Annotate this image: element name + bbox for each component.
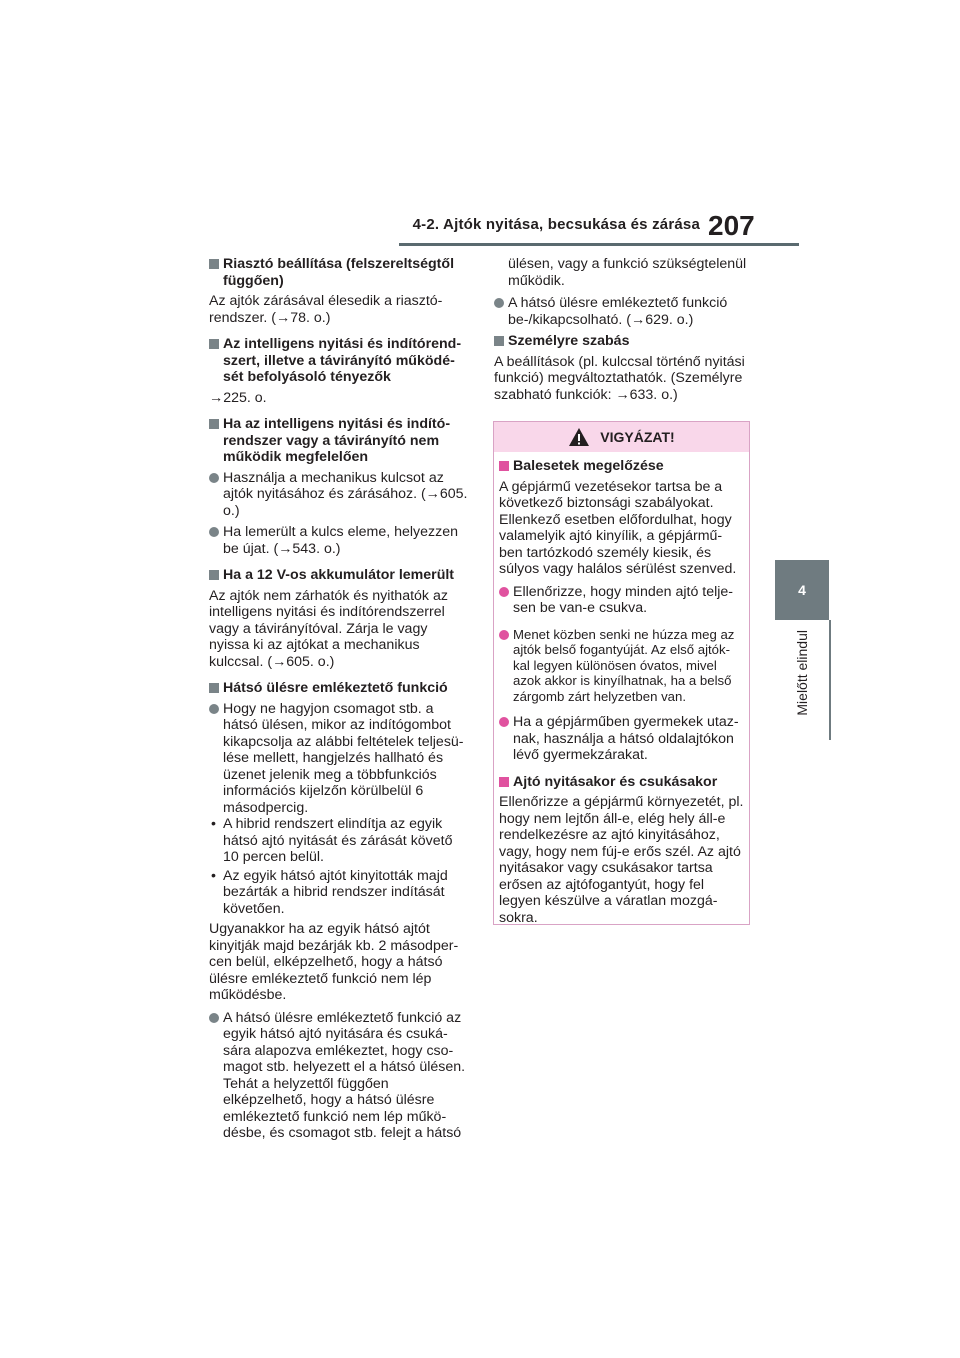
heading-not-working: Ha az intelligens nyitási és indító-rendszer vagy a távirányító nem működik megfelelően — [209, 416, 471, 466]
chapter-tab: 4 — [775, 560, 829, 620]
paragraph-door-safety: Ellenőrizze a gépjármű környezetét, pl. hogy nem lejtőn áll-e, elég hely áll-e rendelkezésre az ajtó kinyitásához, vagy, hogy nem fúj-e erős szél. Az ajtó nyitásakor vagy csukásakor tartsa erősen az ajtófogantyút, hogy fel legyen készülve a váratlan mozgá-sokra. — [499, 794, 744, 926]
square-bullet-icon — [209, 259, 219, 269]
warning-header — [494, 422, 749, 452]
round-bullet-icon — [499, 630, 509, 640]
round-bullet-icon — [209, 527, 219, 537]
page-number: 207 — [708, 210, 755, 241]
paragraph-customization: A beállítások (pl. kulccsal történő nyitási funkció) megváltoztathatók. (Személyre szabható funkciók: →633. o.) — [494, 353, 745, 403]
list-item: Ha a gépjárműben gyermekek utaz-nak, használja a hátsó oldalajtókon lévő gyermekzárakat. — [499, 714, 744, 764]
square-bullet-icon — [209, 419, 219, 429]
right-column — [494, 256, 752, 409]
side-bar — [829, 620, 831, 740]
square-bullet-icon — [499, 777, 509, 787]
heading-alarm: Riasztó beállítása (felszereltségtől függően) — [209, 256, 471, 289]
list-item: A hátsó ülésre emlékeztető funkció az egyik hátsó ajtó nyitására és csuká-sára alapozva emlékeztet, hogy cso-magot stb. helyezett el a hátsó ülésen. Tehát a helyzettől függően elképzelhető, hogy a hátsó ülésre emlékeztető funkció nem lép műkö-désbe, és csomagot stb. felejt a hátsó — [209, 1010, 471, 1142]
paragraph-battery: Az ajtók nem zárhatók és nyithatók az intelligens nyitási és indítórendszerrel vagy a távirányítóval. Zárja le vagy nyissa ki az ajtókat a mechanikus kulccsal. (→605. o.) — [209, 587, 448, 670]
chapter-label: Mielőtt elindul — [794, 630, 810, 716]
heading-door-open-close: Ajtó nyitásakor és csukásakor — [499, 774, 744, 791]
square-bullet-icon — [209, 339, 219, 349]
round-bullet-icon — [499, 717, 509, 727]
left-column — [209, 256, 471, 1147]
paragraph-factors-ref: →225. o. — [209, 389, 267, 406]
round-bullet-icon — [499, 587, 509, 597]
heading-battery: Ha a 12 V-os akkumulátor lemerült — [209, 567, 471, 584]
header-rule — [399, 243, 799, 246]
round-bullet-icon — [209, 1013, 219, 1023]
square-bullet-icon — [209, 570, 219, 580]
square-bullet-icon — [494, 336, 504, 346]
warning-triangle-icon — [568, 427, 590, 447]
round-bullet-icon — [209, 704, 219, 714]
square-bullet-icon — [499, 461, 509, 471]
section-title: 4-2. Ajtók nyitása, becsukása és zárása — [412, 216, 700, 233]
warning-title: VIGYÁZAT! — [600, 428, 675, 445]
warning-body — [494, 452, 749, 926]
list-item: Ha lemerült a kulcs eleme, helyezzen be újat. (→543. o.) — [209, 524, 471, 557]
heading-accident-prevention: Balesetek megelőzése — [499, 458, 744, 475]
paragraph-reminder-note: Ugyanakkor ha az egyik hátsó ajtót kinyitják majd bezárják kb. 2 másodper-cen belül, elképzelhető, hogy a hátsó ülésre emlékeztető funkció nem lép működésbe. — [209, 921, 459, 1003]
sub-list-item: • Az egyik hátsó ajtót kinyitották majd bezárták a hibrid rendszer indítását követően. — [211, 867, 448, 917]
warning-box — [493, 421, 750, 925]
paragraph-continued: ülésen, vagy a funkció szükségtelenül működik. — [508, 256, 747, 289]
square-bullet-icon — [209, 683, 219, 693]
list-item: Hogy ne hagyjon csomagot stb. a hátsó ülésen, mikor az indítógombot kikapcsolja az alábbi feltételek teljesü-lése mellett, hangjelzés hallható és üzenet jelenik meg a többfunkciós információs kijelzőn körülbelül 6 másodpercig. — [209, 701, 471, 817]
list-item: Menet közben senki ne húzza meg az ajtók belső fogantyúját. Az első ajtók-kal legyen különösen óvatos, mivel azok akkor is kinyílhatnak, ha a belső zárgomb zárt helyzetben van. — [499, 627, 744, 705]
heading-rear-seat-reminder: Hátsó ülésre emlékeztető funkció — [209, 680, 471, 697]
round-bullet-icon — [209, 473, 219, 483]
list-item: A hátsó ülésre emlékeztető funkció be-/kikapcsolható. (→629. o.) — [494, 295, 752, 328]
paragraph-safety-rules: A gépjármű vezetésekor tartsa be a következő biztonsági szabályokat. Ellenkező esetben előfordulhat, hogy valamelyik ajtó kinyílik, a gépjármű-ben tartózkodó személy kiesik, és súlyos vagy halálos sérülést szenved. — [499, 478, 737, 577]
heading-factors: Az intelligens nyitási és indítórend-szert, illetve a távirányító működé-sét befolyásoló tényezők — [209, 336, 471, 386]
paragraph-alarm: Az ajtók zárásával élesedik a riasztó- rendszer. (→78. o.) — [209, 293, 443, 326]
sub-list-item: • A hibrid rendszert elindítja az egyik hátsó ajtó nyitását és zárását követő 10 percen belül. — [211, 816, 453, 865]
heading-customization: Személyre szabás — [494, 333, 752, 350]
list-item: Ellenőrizze, hogy minden ajtó telje-sen be van-e csukva. — [499, 584, 744, 617]
list-item: Használja a mechanikus kulcsot az ajtók nyitásához és zárásához. (→605. o.) — [209, 470, 471, 520]
round-bullet-icon — [494, 298, 504, 308]
